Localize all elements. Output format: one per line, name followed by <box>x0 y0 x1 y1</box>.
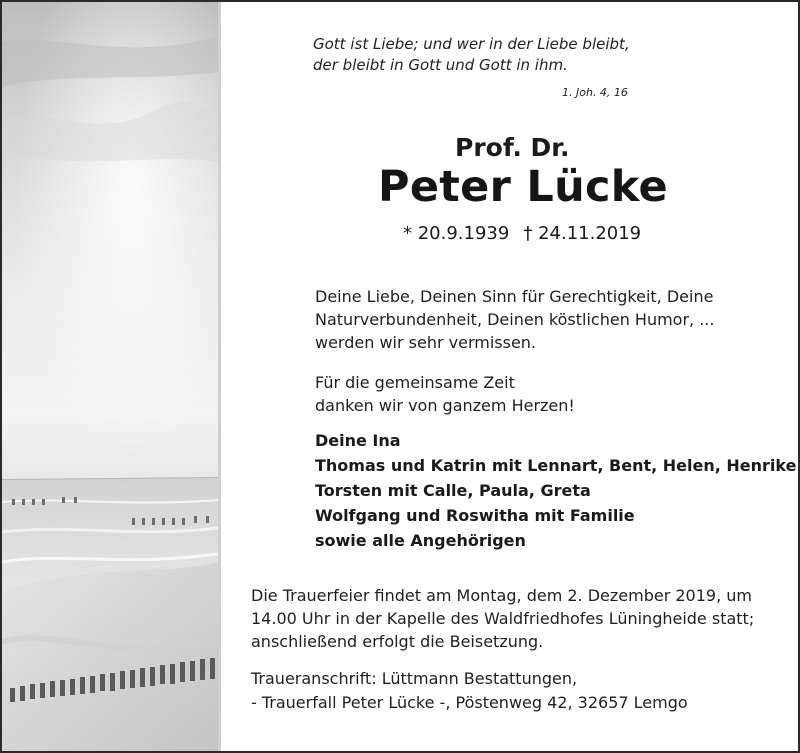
mourning-address <box>251 667 688 715</box>
academic-title: Prof. Dr. <box>455 133 570 162</box>
bible-quote <box>313 34 630 76</box>
message-line: danken wir von ganzem Herzen! <box>315 396 575 415</box>
birth-date: * 20.9.1939 <box>403 223 510 244</box>
beach-photo <box>2 2 218 751</box>
photo-divider <box>218 2 221 751</box>
family-member: sowie alle Angehörigen <box>315 531 526 550</box>
funeral-ceremony-info <box>251 584 754 653</box>
ceremony-line: anschließend erfolgt die Beisetzung. <box>251 632 544 651</box>
ceremony-line: 14.00 Uhr in der Kapelle des Waldfriedhofes Lüningheide statt; <box>251 609 755 628</box>
message-paragraph-2 <box>315 371 575 417</box>
message-line: werden wir sehr vermissen. <box>315 333 537 352</box>
family-member: Deine Ina <box>315 431 401 450</box>
address-line: Traueranschrift: Lüttmann Bestattungen, <box>251 669 578 688</box>
family-member: Wolfgang und Roswitha mit Familie <box>315 506 635 525</box>
deceased-name: Peter Lücke <box>378 162 668 212</box>
quote-reference: 1. Joh. 4, 16 <box>562 86 628 99</box>
address-line: - Trauerfall Peter Lücke -, Pöstenweg 42, 32657 Lemgo <box>251 693 688 712</box>
life-dates <box>403 223 641 244</box>
family-member: Torsten mit Calle, Paula, Greta <box>315 481 591 500</box>
message-paragraph-1 <box>315 285 714 354</box>
quote-line: Gott ist Liebe; und wer in der Liebe bleibt, <box>313 35 630 53</box>
message-line: Naturverbundenheit, Deinen köstlichen Humor, ... <box>315 310 715 329</box>
message-line: Deine Liebe, Deinen Sinn für Gerechtigkeit, Deine <box>315 287 714 306</box>
family-signatures <box>315 428 796 553</box>
family-member: Thomas und Katrin mit Lennart, Bent, Helen, Henrike <box>315 456 797 475</box>
message-line: Für die gemeinsame Zeit <box>315 373 515 392</box>
ceremony-line: Die Trauerfeier findet am Montag, dem 2. Dezember 2019, um <box>251 586 752 605</box>
death-date: † 24.11.2019 <box>523 223 642 244</box>
beach-scene-illustration <box>2 2 218 751</box>
quote-line: der bleibt in Gott und Gott in ihm. <box>313 56 568 74</box>
